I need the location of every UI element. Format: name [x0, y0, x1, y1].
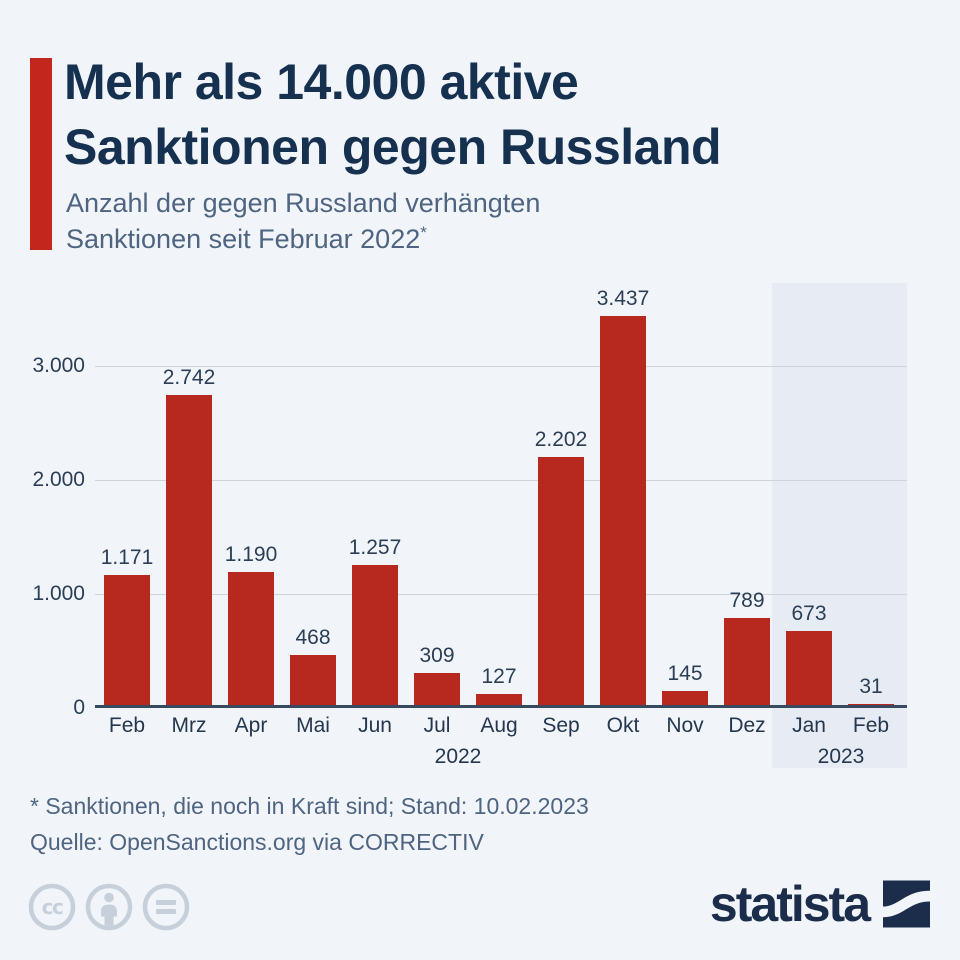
- chart-bar-feb-0: [104, 575, 150, 708]
- year-label-2022: 2022: [434, 745, 482, 768]
- x-axis-label: Mai: [296, 714, 330, 737]
- bar-value-label: 145: [667, 662, 703, 685]
- title-line-1: Mehr als 14.000 aktive: [64, 54, 579, 110]
- x-axis-label: Mrz: [171, 714, 207, 737]
- attribution-icon[interactable]: [85, 883, 133, 931]
- bar-value-label: 309: [419, 644, 455, 667]
- bar-value-label: 3.437: [596, 287, 650, 310]
- subtitle-line-2: Sanktionen seit Februar 2022: [66, 223, 421, 254]
- chart-bar-dez-10: [724, 618, 770, 708]
- x-axis-label: Dez: [728, 714, 766, 737]
- chart-bar-jun-4: [352, 565, 398, 708]
- footnote-marker: *: [420, 222, 427, 242]
- y-axis-label: 1.000: [32, 582, 85, 605]
- bar-value-label: 1.171: [100, 546, 154, 569]
- statista-wordmark: statista: [709, 876, 869, 932]
- bar-value-label: 127: [481, 665, 517, 688]
- bar-value-label: 468: [295, 626, 331, 649]
- year-label-2023: 2023: [817, 745, 865, 768]
- x-axis-label: Jun: [358, 714, 392, 737]
- chart-bar-sep-7: [538, 457, 584, 708]
- bar-value-label: 789: [729, 589, 765, 612]
- cc-icon[interactable]: [28, 883, 76, 931]
- x-axis-label: Okt: [606, 714, 640, 737]
- svg-text:cc: cc: [41, 895, 63, 919]
- y-axis-label: 2.000: [32, 468, 85, 491]
- x-axis-label: Sep: [542, 714, 580, 737]
- x-axis-label: Apr: [234, 714, 268, 737]
- no-derivatives-icon[interactable]: [142, 883, 190, 931]
- license-icons: [28, 883, 190, 931]
- x-axis-label: Nov: [666, 714, 704, 737]
- subtitle-line-1: Anzahl der gegen Russland verhängten: [66, 188, 541, 218]
- x-axis-label: Feb: [108, 714, 146, 737]
- statista-logo-icon: [883, 880, 930, 928]
- title-line-2: Sanktionen gegen Russland: [64, 118, 722, 175]
- footnote-source: Quelle: OpenSanctions.org via CORRECTIV: [30, 829, 484, 855]
- title-accent-bar: [30, 58, 52, 250]
- x-axis-label: Aug: [480, 714, 518, 737]
- chart-subtitle: [66, 186, 926, 258]
- bar-value-label: 2.202: [534, 428, 588, 451]
- bar-value-label: 1.190: [224, 543, 278, 566]
- x-axis-line: [95, 705, 907, 708]
- bar-value-label: 673: [791, 602, 827, 625]
- statista-logo[interactable]: [710, 878, 930, 930]
- gridline-2.000: [95, 480, 907, 481]
- x-axis-label: Jan: [792, 714, 826, 737]
- footnote-note: * Sanktionen, die noch in Kraft sind; Stand: 10.02.2023: [30, 793, 589, 819]
- y-axis-label: 3.000: [32, 354, 85, 377]
- bar-value-label: 1.257: [348, 536, 402, 559]
- bar-value-label: 2.742: [162, 366, 216, 389]
- page-title: [64, 50, 924, 179]
- chart-bar-mai-3: [290, 655, 336, 708]
- bar-value-label: 31: [859, 675, 883, 698]
- x-axis-label: Feb: [852, 714, 890, 737]
- y-axis-label: 0: [73, 696, 85, 719]
- x-axis-label: Jul: [423, 714, 451, 737]
- chart-bar-okt-8: [600, 316, 646, 708]
